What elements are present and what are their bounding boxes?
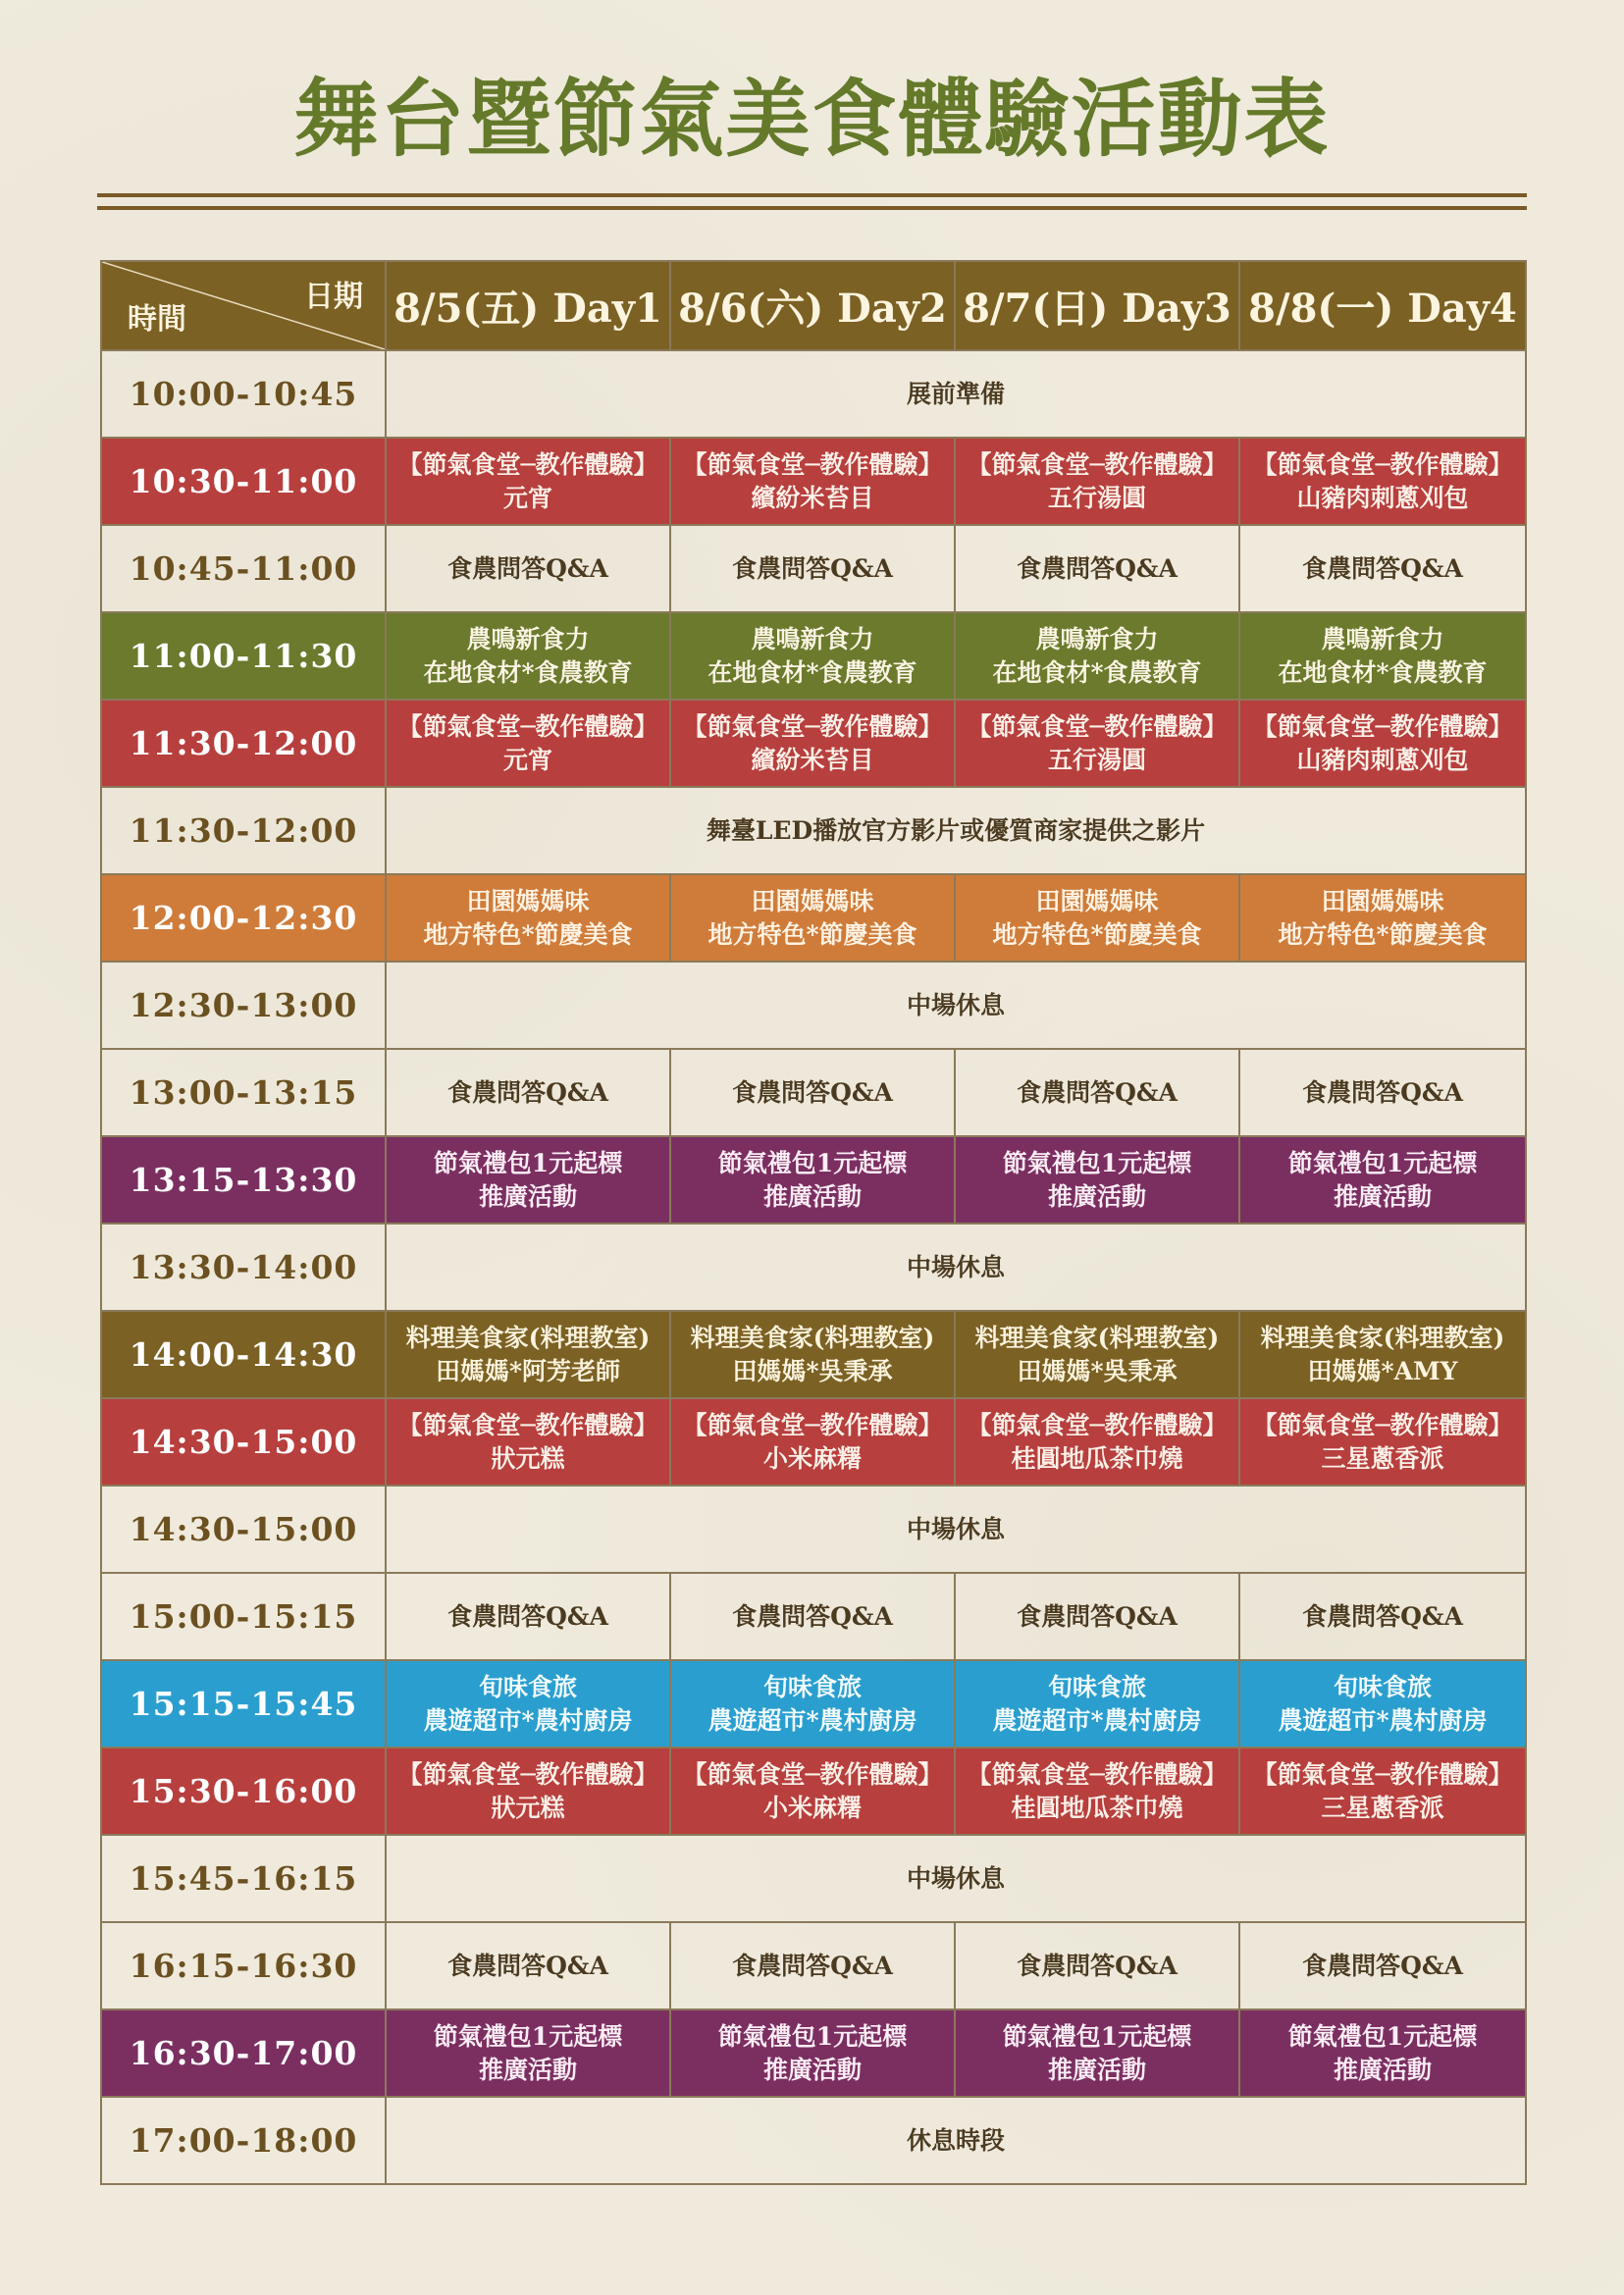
activity-cell <box>1239 612 1526 700</box>
time-slot: 14:00-14:30 <box>101 1311 386 1398</box>
activity-cell <box>955 1660 1239 1747</box>
day-header: 8/6(六) Day2 <box>670 261 955 350</box>
activity-cell <box>670 1136 955 1224</box>
activity-line: 田園媽媽味 <box>1321 886 1444 915</box>
activity-line: 【節氣食堂─教作體驗】 <box>1252 1759 1513 1789</box>
activity-line: 在地食材*食農教育 <box>423 657 633 687</box>
activity-line: 繽紛米苔目 <box>751 483 874 512</box>
schedule-row <box>101 1922 1526 2009</box>
activity-line: 節氣禮包1元起標 <box>1002 1148 1192 1177</box>
activity-text: 中場休息 <box>906 1514 1005 1543</box>
activity-text: 展前準備 <box>906 379 1005 408</box>
activity-line: 地方特色*節慶美食 <box>707 919 917 949</box>
activity-line: 農鳴新食力 <box>466 624 590 653</box>
activity-line: 【節氣食堂─教作體驗】 <box>397 449 658 479</box>
activity-line: 桂圓地瓜茶巾燒 <box>1011 1793 1183 1822</box>
activity-line: 料理美食家(料理教室) <box>974 1323 1220 1352</box>
time-slot: 15:45-16:15 <box>101 1835 386 1922</box>
activity-cell <box>670 1922 955 2009</box>
activity-line: 推廣活動 <box>1333 1181 1432 1211</box>
activity-line: 食農問答Q&A <box>447 1077 608 1107</box>
schedule-row <box>101 1835 1526 1922</box>
activity-cell <box>386 1573 670 1660</box>
schedule-row <box>101 1136 1526 1224</box>
activity-line: 田媽媽*阿芳老師 <box>435 1356 621 1385</box>
activity-line: 推廣活動 <box>1333 2055 1432 2084</box>
time-slot: 10:45-11:00 <box>101 525 386 612</box>
activity-cell <box>670 1660 955 1747</box>
activity-line: 節氣禮包1元起標 <box>1287 1148 1478 1177</box>
activity-cell <box>1239 1398 1526 1486</box>
day-header: 8/7(日) Day3 <box>955 261 1239 350</box>
activity-line: 【節氣食堂─教作體驗】 <box>1252 1410 1513 1439</box>
activity-cell <box>670 1398 955 1486</box>
activity-text: 舞臺LED播放官方影片或優質商家提供之影片 <box>706 815 1206 845</box>
activity-cell <box>386 525 670 612</box>
activity-line: 元宵 <box>502 483 552 512</box>
schedule-body <box>101 350 1526 2184</box>
activity-line: 田園媽媽味 <box>1035 886 1159 915</box>
activity-line: 食農問答Q&A <box>1017 1077 1178 1107</box>
time-slot: 13:15-13:30 <box>101 1136 386 1224</box>
activity-line: 旬味食旅 <box>1333 1672 1432 1701</box>
time-slot: 14:30-15:00 <box>101 1398 386 1486</box>
activity-line: 農遊超市*農村廚房 <box>423 1705 633 1735</box>
schedule-row <box>101 612 1526 700</box>
all-days-activity <box>386 1486 1526 1573</box>
activity-line: 農遊超市*農村廚房 <box>707 1705 917 1735</box>
all-days-activity <box>386 2097 1526 2184</box>
schedule-row <box>101 1049 1526 1136</box>
activity-line: 食農問答Q&A <box>732 1951 893 1980</box>
date-label: 日期 <box>304 280 363 314</box>
activity-line: 食農問答Q&A <box>1017 1951 1178 1980</box>
title-rule-top <box>97 193 1527 197</box>
activity-cell <box>1239 1660 1526 1747</box>
time-slot: 17:00-18:00 <box>101 2097 386 2184</box>
time-slot: 16:15-16:30 <box>101 1922 386 2009</box>
activity-line: 農遊超市*農村廚房 <box>992 1705 1202 1735</box>
activity-cell <box>955 1398 1239 1486</box>
activity-line: 在地食材*食農教育 <box>992 657 1202 687</box>
activity-line: 料理美食家(料理教室) <box>690 1323 935 1352</box>
activity-line: 農鳴新食力 <box>1035 624 1159 653</box>
activity-cell <box>1239 700 1526 787</box>
activity-line: 推廣活動 <box>478 1181 577 1211</box>
schedule-row <box>101 1311 1526 1398</box>
activity-line: 節氣禮包1元起標 <box>433 1148 623 1177</box>
all-days-activity <box>386 350 1526 438</box>
header-corner <box>101 261 386 350</box>
activity-line: 食農問答Q&A <box>732 1601 893 1631</box>
activity-line: 【節氣食堂─教作體驗】 <box>682 1759 943 1789</box>
activity-line: 在地食材*食農教育 <box>707 657 917 687</box>
activity-cell <box>1239 874 1526 962</box>
time-label: 時間 <box>128 302 186 337</box>
activity-cell <box>386 1136 670 1224</box>
activity-line: 【節氣食堂─教作體驗】 <box>397 711 658 741</box>
activity-line: 食農問答Q&A <box>1302 1951 1463 1980</box>
schedule-row <box>101 1660 1526 1747</box>
activity-cell <box>670 525 955 612</box>
activity-line: 五行湯圓 <box>1047 745 1146 774</box>
activity-cell <box>386 1311 670 1398</box>
activity-line: 食農問答Q&A <box>732 1077 893 1107</box>
activity-line: 節氣禮包1元起標 <box>433 2021 623 2051</box>
activity-line: 山豬肉刺蔥刈包 <box>1296 483 1469 512</box>
schedule-row <box>101 962 1526 1049</box>
activity-line: 狀元糕 <box>491 1793 565 1822</box>
time-slot: 15:00-15:15 <box>101 1573 386 1660</box>
schedule-row <box>101 1573 1526 1660</box>
schedule-row <box>101 700 1526 787</box>
schedule-row <box>101 525 1526 612</box>
activity-line: 料理美食家(料理教室) <box>405 1323 651 1352</box>
activity-line: 農遊超市*農村廚房 <box>1278 1705 1488 1735</box>
activity-line: 旬味食旅 <box>1047 1672 1146 1701</box>
activity-cell <box>386 1660 670 1747</box>
activity-line: 旬味食旅 <box>478 1672 577 1701</box>
time-slot: 13:30-14:00 <box>101 1224 386 1311</box>
time-slot: 11:30-12:00 <box>101 700 386 787</box>
activity-line: 在地食材*食農教育 <box>1278 657 1488 687</box>
activity-line: 旬味食旅 <box>762 1672 862 1701</box>
schedule-row <box>101 2097 1526 2184</box>
time-slot: 15:30-16:00 <box>101 1747 386 1835</box>
activity-cell <box>1239 1573 1526 1660</box>
all-days-activity <box>386 787 1526 874</box>
activity-line: 農鳴新食力 <box>751 624 874 653</box>
page-title: 舞台暨節氣美食體驗活動表 <box>293 70 1331 169</box>
activity-text: 中場休息 <box>906 1863 1005 1893</box>
time-slot: 11:00-11:30 <box>101 612 386 700</box>
activity-line: 食農問答Q&A <box>732 553 893 583</box>
activity-cell <box>670 1049 955 1136</box>
activity-line: 節氣禮包1元起標 <box>1002 2021 1192 2051</box>
schedule-row <box>101 2009 1526 2097</box>
activity-line: 【節氣食堂─教作體驗】 <box>1252 711 1513 741</box>
activity-cell <box>1239 438 1526 525</box>
activity-line: 田媽媽*吳秉承 <box>1017 1356 1178 1385</box>
time-slot: 12:30-13:00 <box>101 962 386 1049</box>
activity-cell <box>670 1311 955 1398</box>
activity-cell <box>955 1049 1239 1136</box>
activity-cell <box>386 1747 670 1835</box>
activity-line: 推廣活動 <box>478 2055 577 2084</box>
activity-line: 【節氣食堂─教作體驗】 <box>682 711 943 741</box>
activity-line: 推廣活動 <box>1047 2055 1146 2084</box>
activity-cell <box>670 438 955 525</box>
schedule-row <box>101 787 1526 874</box>
schedule-row <box>101 874 1526 962</box>
activity-line: 推廣活動 <box>762 1181 862 1211</box>
activity-line: 食農問答Q&A <box>1302 553 1463 583</box>
schedule-row <box>101 1486 1526 1573</box>
day-header: 8/5(五) Day1 <box>386 261 670 350</box>
activity-cell <box>670 1747 955 1835</box>
time-slot: 14:30-15:00 <box>101 1486 386 1573</box>
activity-cell <box>1239 525 1526 612</box>
activity-cell <box>670 874 955 962</box>
activity-cell <box>386 1922 670 2009</box>
activity-cell <box>955 612 1239 700</box>
activity-line: 【節氣食堂─教作體驗】 <box>967 449 1228 479</box>
schedule-row <box>101 350 1526 438</box>
activity-line: 【節氣食堂─教作體驗】 <box>967 1410 1228 1439</box>
activity-line: 農鳴新食力 <box>1321 624 1444 653</box>
time-slot: 16:30-17:00 <box>101 2009 386 2097</box>
schedule-row <box>101 1398 1526 1486</box>
activity-line: 【節氣食堂─教作體驗】 <box>397 1759 658 1789</box>
activity-line: 狀元糕 <box>491 1443 565 1473</box>
activity-cell <box>955 700 1239 787</box>
activity-line: 田媽媽*AMY <box>1307 1356 1458 1385</box>
activity-line: 食農問答Q&A <box>1302 1601 1463 1631</box>
activity-line: 【節氣食堂─教作體驗】 <box>1252 449 1513 479</box>
activity-line: 田媽媽*吳秉承 <box>732 1356 893 1385</box>
activity-cell <box>955 1747 1239 1835</box>
schedule-row <box>101 438 1526 525</box>
activity-cell <box>670 700 955 787</box>
activity-cell <box>386 1398 670 1486</box>
activity-cell <box>386 612 670 700</box>
activity-text: 中場休息 <box>906 1252 1005 1281</box>
time-slot: 15:15-15:45 <box>101 1660 386 1747</box>
activity-cell <box>386 1049 670 1136</box>
time-slot: 10:00-10:45 <box>101 350 386 438</box>
activity-line: 元宵 <box>502 745 552 774</box>
activity-line: 地方特色*節慶美食 <box>1278 919 1488 949</box>
activity-cell <box>955 874 1239 962</box>
time-slot: 12:00-12:30 <box>101 874 386 962</box>
activity-cell <box>386 438 670 525</box>
activity-line: 推廣活動 <box>762 2055 862 2084</box>
activity-line: 節氣禮包1元起標 <box>717 2021 908 2051</box>
activity-line: 節氣禮包1元起標 <box>1287 2021 1478 2051</box>
activity-line: 【節氣食堂─教作體驗】 <box>967 1759 1228 1789</box>
activity-cell <box>955 1136 1239 1224</box>
activity-line: 【節氣食堂─教作體驗】 <box>397 1410 658 1439</box>
activity-line: 食農問答Q&A <box>1017 1601 1178 1631</box>
activity-cell <box>670 612 955 700</box>
activity-line: 食農問答Q&A <box>1302 1077 1463 1107</box>
activity-cell <box>670 2009 955 2097</box>
header-row <box>101 261 1526 350</box>
activity-cell <box>955 1311 1239 1398</box>
activity-line: 田園媽媽味 <box>466 886 590 915</box>
day-header: 8/8(一) Day4 <box>1239 261 1526 350</box>
activity-line: 三星蔥香派 <box>1321 1793 1444 1822</box>
schedule-row <box>101 1747 1526 1835</box>
activity-line: 田園媽媽味 <box>751 886 874 915</box>
activity-cell <box>386 700 670 787</box>
activity-cell <box>955 525 1239 612</box>
activity-text: 休息時段 <box>906 2125 1005 2155</box>
activity-line: 推廣活動 <box>1047 1181 1146 1211</box>
activity-line: 繽紛米苔目 <box>751 745 874 774</box>
activity-cell <box>955 438 1239 525</box>
activity-line: 山豬肉刺蔥刈包 <box>1296 745 1469 774</box>
all-days-activity <box>386 1835 1526 1922</box>
activity-cell <box>1239 1136 1526 1224</box>
activity-line: 地方特色*節慶美食 <box>992 919 1202 949</box>
activity-line: 節氣禮包1元起標 <box>717 1148 908 1177</box>
title-rule-bottom <box>97 206 1527 210</box>
time-slot: 10:30-11:00 <box>101 438 386 525</box>
activity-line: 地方特色*節慶美食 <box>423 919 633 949</box>
activity-line: 五行湯圓 <box>1047 483 1146 512</box>
all-days-activity <box>386 962 1526 1049</box>
activity-cell <box>386 874 670 962</box>
activity-line: 食農問答Q&A <box>447 553 608 583</box>
time-slot: 11:30-12:00 <box>101 787 386 874</box>
activity-line: 小米麻糬 <box>762 1793 862 1822</box>
activity-line: 桂圓地瓜茶巾燒 <box>1011 1443 1183 1473</box>
activity-cell <box>1239 2009 1526 2097</box>
activity-cell <box>1239 1311 1526 1398</box>
activity-line: 小米麻糬 <box>762 1443 862 1473</box>
time-slot: 13:00-13:15 <box>101 1049 386 1136</box>
activity-cell <box>1239 1922 1526 2009</box>
activity-cell <box>1239 1049 1526 1136</box>
activity-line: 【節氣食堂─教作體驗】 <box>682 449 943 479</box>
activity-line: 食農問答Q&A <box>447 1601 608 1631</box>
activity-cell <box>955 2009 1239 2097</box>
activity-cell <box>386 2009 670 2097</box>
activity-line: 食農問答Q&A <box>1017 553 1178 583</box>
activity-line: 三星蔥香派 <box>1321 1443 1444 1473</box>
activity-line: 食農問答Q&A <box>447 1951 608 1980</box>
activity-text: 中場休息 <box>906 990 1005 1019</box>
activity-line: 【節氣食堂─教作體驗】 <box>682 1410 943 1439</box>
activity-cell <box>1239 1747 1526 1835</box>
activity-line: 料理美食家(料理教室) <box>1260 1323 1505 1352</box>
activity-cell <box>670 1573 955 1660</box>
schedule-table <box>100 260 1527 2185</box>
activity-cell <box>955 1922 1239 2009</box>
activity-cell <box>955 1573 1239 1660</box>
schedule-row <box>101 1224 1526 1311</box>
all-days-activity <box>386 1224 1526 1311</box>
activity-line: 【節氣食堂─教作體驗】 <box>967 711 1228 741</box>
